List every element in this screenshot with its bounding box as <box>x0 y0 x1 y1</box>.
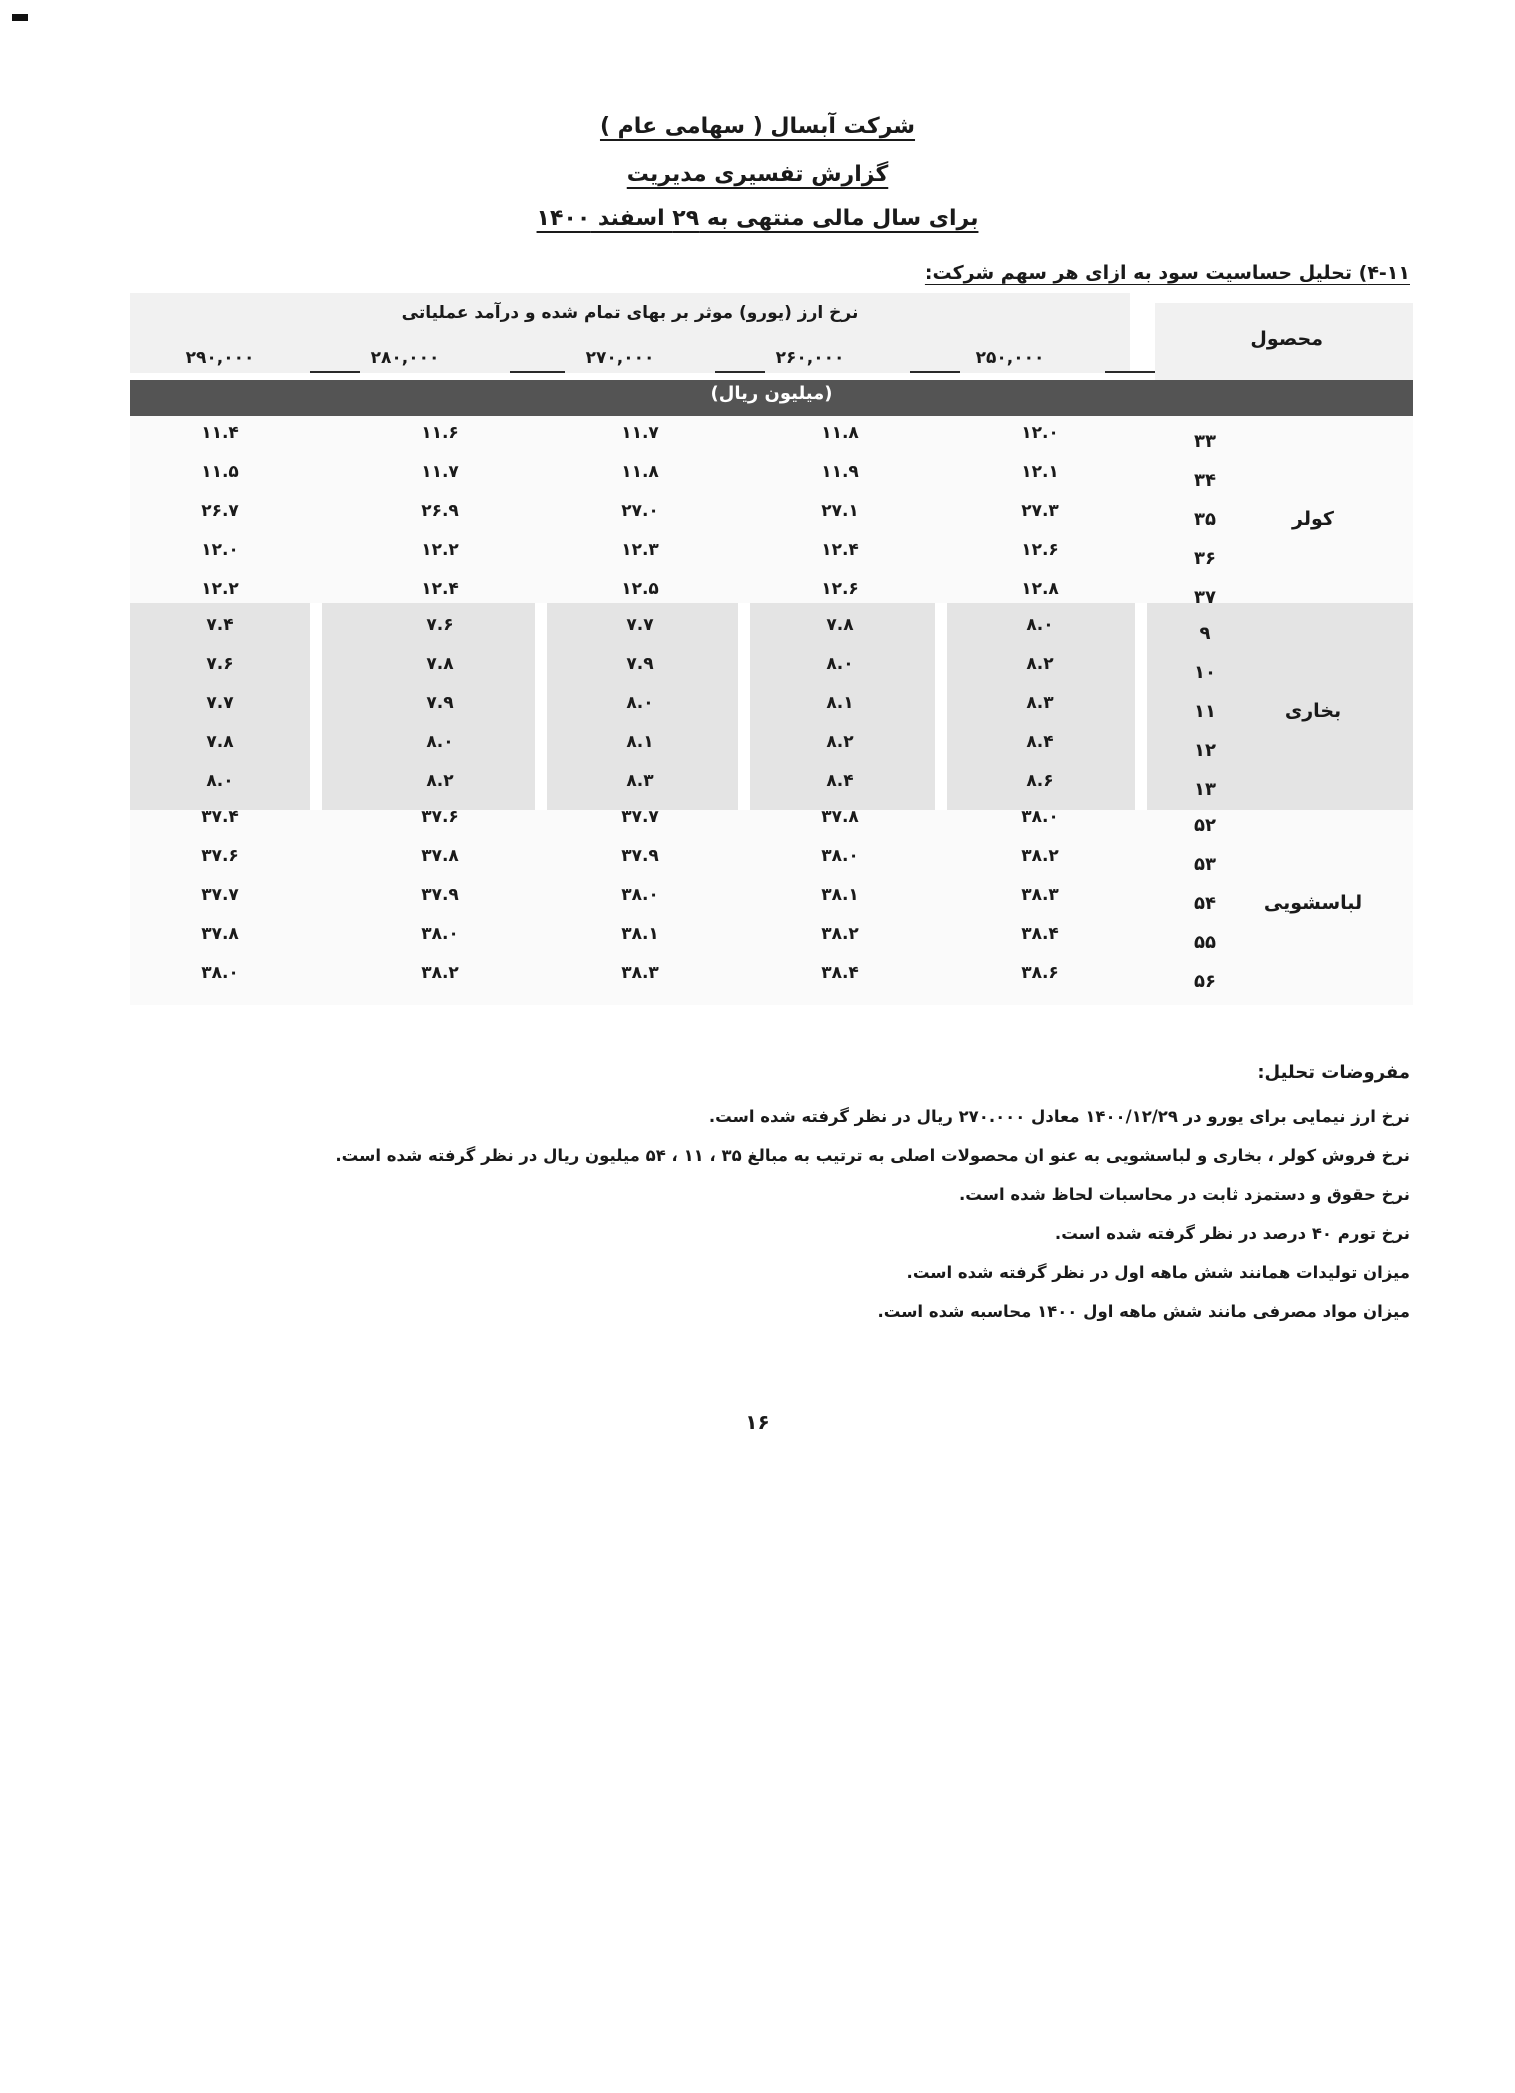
table-cell: ۱۲.۰ <box>201 540 239 561</box>
rate-divider <box>715 371 765 373</box>
table-cell: ۸.۱ <box>626 732 654 753</box>
scan-corner-mark <box>12 14 28 21</box>
table-cell: ۳۸.۱ <box>821 885 859 906</box>
table-cell: ۷.۹ <box>426 693 454 714</box>
table-cell: ۱۱.۴ <box>201 423 239 443</box>
product-code: ۳۷ <box>1194 587 1216 609</box>
table-cell: ۱۱.۷ <box>421 462 459 483</box>
table-cell: ۱۲.۲ <box>421 540 459 561</box>
table-cell: ۳۸.۴ <box>1021 924 1059 945</box>
assumptions <box>335 1062 1410 1331</box>
column-gap <box>310 603 322 810</box>
product-code: ۳۶ <box>1194 548 1216 570</box>
table-cell: ۱۱.۸ <box>621 462 659 483</box>
column-gap <box>738 603 750 810</box>
rate-divider <box>1105 371 1155 373</box>
table-cell: ۳۷.۷ <box>621 807 659 827</box>
product-code: ۵۶ <box>1194 971 1216 993</box>
rate-header-260000: ۲۶۰,۰۰۰ <box>775 348 845 368</box>
table-cell: ۸.۰ <box>1026 615 1054 635</box>
table-cell: ۸.۲ <box>826 732 854 753</box>
table-cell: ۱۱.۵ <box>201 462 239 483</box>
table-cell: ۳۸.۴ <box>821 963 859 984</box>
table-cell: ۳۸.۲ <box>1021 846 1059 867</box>
product-code: ۱۲ <box>1194 740 1216 762</box>
table-cell: ۱۲.۲ <box>201 579 239 600</box>
table-cell: ۷.۹ <box>626 654 654 675</box>
table-cell: ۸.۴ <box>826 771 854 792</box>
rate-divider <box>910 371 960 373</box>
table-cell: ۳۸.۰ <box>621 885 659 906</box>
table-cell: ۱۲.۴ <box>821 540 859 561</box>
table-cell: ۳۷.۸ <box>421 846 459 867</box>
assumption-line: نرخ حقوق و دستمزد ثابت در محاسبات لحاظ شده است. <box>959 1185 1410 1204</box>
table-cell: ۷.۶ <box>206 654 234 675</box>
report-title: گزارش تفسیری مدیریت <box>626 162 889 187</box>
table-cell: ۱۲.۶ <box>1021 540 1059 561</box>
table-cell: ۷.۸ <box>826 615 854 635</box>
table-cell: ۱۲.۸ <box>1021 579 1059 600</box>
product-code: ۵۴ <box>1194 893 1216 915</box>
product-code: ۳۳ <box>1194 431 1216 452</box>
table-cell: ۸.۲ <box>1026 654 1054 675</box>
assumption-line: نرخ فروش کولر ، بخاری و لباسشویی به عنو ان محصولات اصلی به ترتیب به مبالغ ۳۵ ، ۱۱ ، ۵۴ میلیون ریال در نظر گرفته شده است. <box>335 1146 1410 1165</box>
table-cell: ۳۷.۶ <box>201 846 239 867</box>
table-cell: ۳۷.۸ <box>821 807 859 827</box>
rate-header-270000: ۲۷۰,۰۰۰ <box>585 348 655 368</box>
table-cell: ۸.۲ <box>426 771 454 792</box>
product-code: ۱۰ <box>1194 662 1216 684</box>
table-cell: ۳۸.۱ <box>621 924 659 945</box>
table-cell: ۲۷.۱ <box>821 501 859 522</box>
table-cell: ۷.۶ <box>426 615 454 635</box>
table-cell: ۷.۴ <box>206 615 234 635</box>
table-cell: ۸.۰ <box>206 771 234 792</box>
table-cell: ۱۲.۳ <box>621 540 659 561</box>
product-code: ۹ <box>1199 623 1211 644</box>
table-cell: ۸.۰ <box>426 732 454 753</box>
table-cell: ۸.۴ <box>1026 732 1054 753</box>
table-cell: ۳۸.۶ <box>1021 963 1059 984</box>
column-gap <box>1135 603 1147 810</box>
section-title: ۴-۱۱) تحلیل حساسیت سود به ازای هر سهم شرکت: <box>924 262 1410 284</box>
table-cell: ۱۱.۶ <box>421 423 459 443</box>
product-code: ۳۵ <box>1194 509 1216 531</box>
table-cell: ۳۸.۲ <box>821 924 859 945</box>
page-number: ۱۶ <box>745 1410 770 1434</box>
table-cell: ۲۷.۳ <box>1021 501 1059 522</box>
table-cell: ۸.۳ <box>1026 693 1054 714</box>
table-cell: ۳۸.۰ <box>821 846 859 867</box>
assumption-line: نرخ ارز نیمایی برای یورو در ۱۴۰۰/۱۲/۲۹ معادل ۲۷۰.۰۰۰ ریال در نظر گرفته شده است. <box>708 1107 1410 1126</box>
table-cell: ۱۱.۷ <box>621 423 659 443</box>
table-cell: ۳۸.۰ <box>201 963 239 984</box>
table-cell: ۸.۰ <box>626 693 654 714</box>
table-cell: ۳۷.۷ <box>201 885 239 906</box>
assumption-line: نرخ تورم ۴۰ درصد در نظر گرفته شده است. <box>1054 1224 1410 1243</box>
table-cell: ۳۸.۰ <box>1021 807 1059 827</box>
product-code: ۱۱ <box>1194 701 1216 723</box>
table-cell: ۸.۶ <box>1026 771 1054 792</box>
product-code: ۵۵ <box>1194 932 1216 954</box>
table-cell: ۱۲.۴ <box>421 579 459 600</box>
table-cell: ۳۸.۳ <box>1021 885 1059 906</box>
assumptions-title: مفروضات تحلیل: <box>1257 1062 1410 1083</box>
rate-header-290000: ۲۹۰,۰۰۰ <box>185 348 255 368</box>
table-cell: ۲۶.۹ <box>421 501 459 522</box>
table-cell: ۲۶.۷ <box>201 501 239 522</box>
rate-header-280000: ۲۸۰,۰۰۰ <box>370 348 440 368</box>
table-cell: ۱۱.۹ <box>821 462 859 483</box>
table-cell: ۳۷.۹ <box>621 846 659 867</box>
table-cell: ۳۸.۳ <box>621 963 659 984</box>
table-cell: ۱۲.۵ <box>621 579 659 600</box>
table-cell: ۷.۷ <box>626 615 654 635</box>
product-code: ۳۴ <box>1194 470 1216 492</box>
product-group-name: کولر <box>1292 508 1334 531</box>
table-cell: ۸.۰ <box>826 654 854 675</box>
table-cell: ۷.۷ <box>206 693 234 714</box>
table-cell: ۱۲.۰ <box>1021 423 1059 443</box>
table-cell: ۸.۳ <box>626 771 654 792</box>
table-cell: ۳۸.۲ <box>421 963 459 984</box>
assumption-line: میزان مواد مصرفی مانند شش ماهه اول ۱۴۰۰ محاسبه شده است. <box>877 1302 1410 1321</box>
table-cell: ۳۷.۶ <box>421 807 459 827</box>
product-code: ۱۳ <box>1194 779 1216 801</box>
table-cell: ۱۲.۶ <box>821 579 859 600</box>
table-cell: ۳۷.۹ <box>421 885 459 906</box>
company-name: شرکت آبسال ( سهامی عام ) <box>599 114 916 139</box>
rate-divider <box>510 371 565 373</box>
table-cell: ۱۲.۱ <box>1021 462 1059 483</box>
product-group-name: بخاری <box>1284 700 1342 723</box>
assumption-line: میزان تولیدات همانند شش ماهه اول در نظر گرفته شده است. <box>906 1263 1410 1282</box>
report-period: برای سال مالی منتهی به ۲۹ اسفند ۱۴۰۰ <box>536 206 979 231</box>
column-gap <box>535 603 547 810</box>
table-cell: ۳۷.۴ <box>201 807 239 827</box>
product-code: ۵۳ <box>1194 854 1216 876</box>
product-column-header: محصول <box>1250 328 1323 350</box>
sensitivity-table <box>130 293 1413 1005</box>
table-cell: ۷.۸ <box>426 654 454 675</box>
product-code: ۵۲ <box>1194 815 1216 836</box>
product-group-name: لباسشویی <box>1263 892 1363 915</box>
table-cell: ۷.۸ <box>206 732 234 753</box>
rate-divider <box>310 371 360 373</box>
table-cell: ۱۱.۸ <box>821 423 859 443</box>
table-cell: ۳۸.۰ <box>421 924 459 945</box>
table-cell: ۸.۱ <box>826 693 854 714</box>
unit-label: (میلیون ریال) <box>710 383 833 404</box>
table-cell: ۳۷.۸ <box>201 924 239 945</box>
rate-header-250000: ۲۵۰,۰۰۰ <box>975 348 1045 368</box>
table-cell: ۲۷.۰ <box>621 501 659 522</box>
column-gap <box>935 603 947 810</box>
rate-group-label: نرخ ارز (یورو) موثر بر بهای تمام شده و درآمد عملیاتی <box>401 303 859 323</box>
